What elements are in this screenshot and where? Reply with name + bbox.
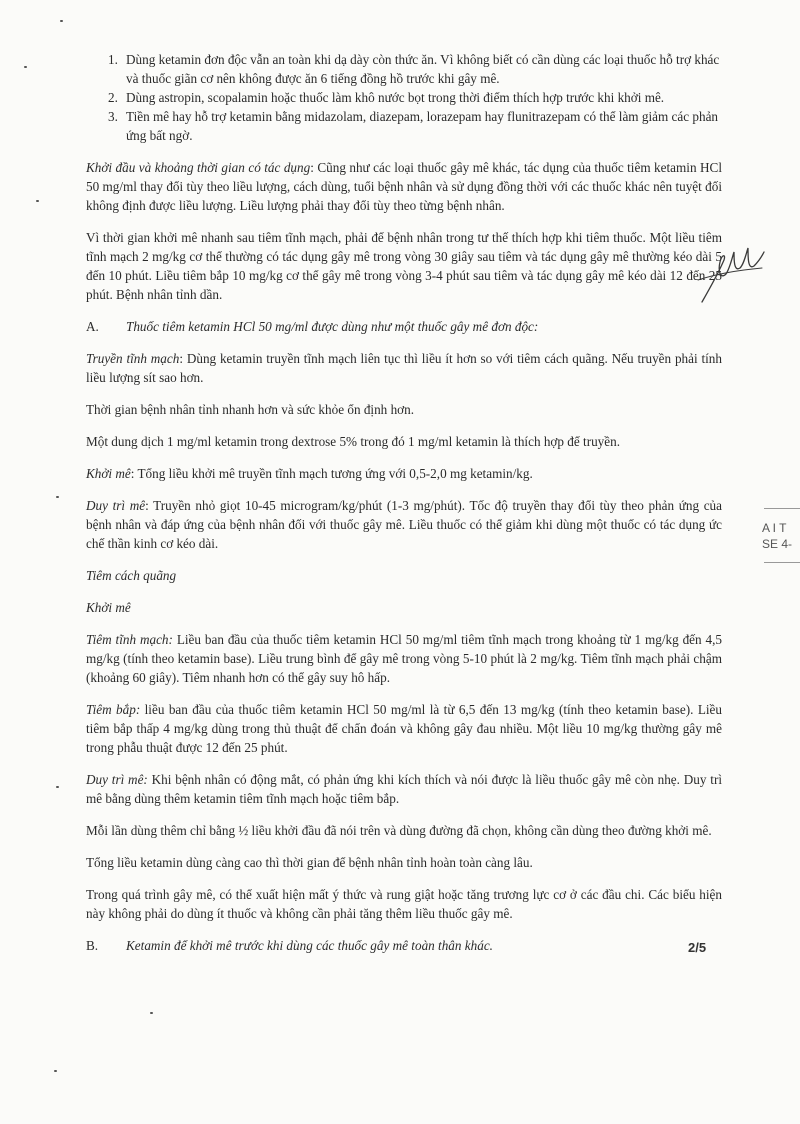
scan-speck bbox=[56, 786, 59, 788]
list-item bbox=[86, 50, 722, 88]
list-number: 3. bbox=[108, 109, 118, 124]
list-number: 1. bbox=[108, 52, 118, 67]
total-dose-paragraph: Tổng liều ketamin dùng càng cao thì thời gian để bệnh nhân tỉnh hoàn toàn càng lâu. bbox=[86, 855, 533, 870]
infusion-label: Truyền tĩnh mạch bbox=[86, 351, 180, 366]
im-injection-paragraph bbox=[86, 700, 722, 757]
maintain-label: Duy trì mê: bbox=[86, 772, 148, 787]
list-text: Dùng astropin, scopalamin hoặc thuốc làm khô nước bọt trong thời điểm thích hợp trước khi khởi mê. bbox=[126, 90, 665, 105]
induction-text: : Tổng liều khởi mê truyền tĩnh mạch tương ứng với 0,5-2,0 mg ketamin/kg. bbox=[130, 466, 533, 481]
onset-text: : Cũng như các loại thuốc gây mê khác, tác dụng của thuốc tiêm ketamin HCl 50 mg/ml thay đổi tùy theo liều lượng, cách dùng, tuổi bệnh nhân và sử dụng đồng thời với các thuốc khác nên tuyệt đối không định được liều lượng. Liều lượng phải thay đổi tùy theo từng bệnh nhân. bbox=[86, 160, 722, 213]
maintenance-paragraph bbox=[86, 496, 722, 553]
onset-paragraph bbox=[86, 158, 722, 215]
infusion-text: : Dùng ketamin truyền tĩnh mạch liên tục thì liều ít hơn so với tiêm cách quãng. Nếu truyền phải tính liều lượng sít sao hơn. bbox=[86, 351, 722, 385]
edge-divider bbox=[764, 508, 800, 509]
document-body bbox=[86, 50, 722, 955]
iv-injection-text: Liều ban đầu của thuốc tiêm ketamin HCl 50 mg/ml tiêm tĩnh mạch trong khoảng từ 1 mg/kg đến 4,5 mg/kg (tính theo ketamin base). Liều trung bình để gây mê trong vòng 5-10 phút là 2 mg/kg. Tiêm tĩnh mạch phải chậm (khoảng 60 giây). Tiêm nhanh hơn có thể gây suy hô hấp. bbox=[86, 632, 722, 685]
induction-subheading: Khởi mê bbox=[86, 600, 131, 615]
half-dose-paragraph: Mỗi lần dùng thêm chỉ bằng ½ liều khởi đầu đã nói trên và dùng đường đã chọn, không cần dùng theo đường khởi mê. bbox=[86, 823, 712, 838]
solution-paragraph: Một dung dịch 1 mg/ml ketamin trong dextrose 5% trong đó 1 mg/ml ketamin là thích hợp để truyền. bbox=[86, 434, 621, 449]
intermittent-heading: Tiêm cách quãng bbox=[86, 568, 177, 583]
maintain-text: Khi bệnh nhân có động mắt, có phản ứng khi kích thích và nói được là liều thuốc gây mê còn nhẹ. Duy trì mê bằng dùng thêm ketamin tiêm tĩnh mạch hoặc tiêm bắp. bbox=[86, 772, 723, 806]
maintenance-text: : Truyền nhỏ giọt 10-45 microgram/kg/phút (1-3 mg/phút). Tốc độ truyền thay đổi tùy theo phản ứng của bệnh nhân và đáp ứng của bệnh nhân đối với thuốc gây mê. Liều thuốc có thể giảm khi dùng một thuốc có tác dụng ức chế thần kinh cơ kéo dài. bbox=[86, 498, 722, 551]
section-b-letter: B. bbox=[86, 938, 99, 953]
scan-speck bbox=[60, 20, 63, 22]
iv-injection-label: Tiêm tĩnh mạch: bbox=[86, 632, 173, 647]
list-item bbox=[86, 88, 722, 107]
induction-paragraph bbox=[86, 464, 722, 483]
list-text: Dùng ketamin đơn độc vẫn an toàn khi dạ dày còn thức ăn. Vì không biết có cần dùng các loại thuốc hỗ trợ khác và thuốc giãn cơ nên không được ăn 6 tiếng đồng hồ trước khi gây mê. bbox=[126, 52, 720, 86]
maintain-paragraph bbox=[86, 770, 722, 808]
list-number: 2. bbox=[108, 90, 118, 105]
edge-stamp-text: A I T SE 4- bbox=[762, 521, 793, 551]
side-effects-paragraph: Trong quá trình gây mê, có thể xuất hiện mất ý thức và rung giật hoặc tăng trương lực cơ ở các đầu chi. Các biểu hiện này không phải do dùng ít thuốc và không cần phải tăng thêm liều thuốc gây mê. bbox=[86, 887, 722, 921]
scan-speck bbox=[150, 1012, 153, 1014]
onset-label: Khởi đầu và khoảng thời gian có tác dụng bbox=[86, 160, 311, 175]
scan-speck bbox=[54, 1070, 57, 1072]
onset-time-paragraph: Vì thời gian khởi mê nhanh sau tiêm tĩnh mạch, phải để bệnh nhân trong tư thế thích hợp khi tiêm thuốc. Một liều tiêm tĩnh mạch 2 mg/kg cơ thể thường có tác dụng gây mê trong vòng 30 giây sau tiêm và tác dụng gây mê thường kéo dài 5 đến 10 phút. Liều tiêm bắp 10 mg/kg cơ thể gây mê trong vòng 3-4 phút sau tiêm và tác dụng gây mê kéo dài 12 đến 25 phút. Bệnh nhân tỉnh dần. bbox=[86, 230, 722, 302]
section-a-letter: A. bbox=[86, 319, 99, 334]
page-number: 2/5 bbox=[688, 940, 707, 955]
recovery-paragraph: Thời gian bệnh nhân tỉnh nhanh hơn và sức khỏe ổn định hơn. bbox=[86, 402, 415, 417]
infusion-paragraph bbox=[86, 349, 722, 387]
handwritten-signature bbox=[696, 240, 766, 306]
edge-divider bbox=[764, 562, 800, 563]
iv-injection-paragraph bbox=[86, 630, 722, 687]
list-item bbox=[86, 107, 722, 145]
section-b-heading bbox=[86, 936, 722, 955]
scan-speck bbox=[24, 66, 27, 68]
scan-speck bbox=[56, 496, 59, 498]
im-injection-label: Tiêm bắp: bbox=[86, 702, 141, 717]
maintenance-label: Duy trì mê bbox=[86, 498, 146, 513]
section-a-title: Thuốc tiêm ketamin HCl 50 mg/ml được dùng như một thuốc gây mê đơn độc: bbox=[126, 319, 539, 334]
list-text: Tiền mê hay hỗ trợ ketamin bằng midazolam, diazepam, lorazepam hay flunitrazepam có thể làm giảm các phản ứng bất ngờ. bbox=[126, 109, 719, 143]
scan-speck bbox=[36, 200, 39, 202]
im-injection-text: liều ban đầu của thuốc tiêm ketamin HCl 50 mg/ml là từ 6,5 đến 13 mg/kg (tính theo ketamin base). Liều tiêm bắp thấp 4 mg/kg dùng trong thủ thuật để chẩn đoán và không gây đau nhiều. Một liều 10 mg/kg thường gây mê trong phẫu thuật được 12 đến 25 phút. bbox=[86, 702, 722, 755]
section-b-title: Ketamin để khởi mê trước khi dùng các thuốc gây mê toàn thân khác. bbox=[126, 938, 493, 953]
induction-label: Khởi mê bbox=[86, 466, 131, 481]
section-a-heading bbox=[86, 317, 722, 336]
preparation-list bbox=[86, 50, 722, 145]
